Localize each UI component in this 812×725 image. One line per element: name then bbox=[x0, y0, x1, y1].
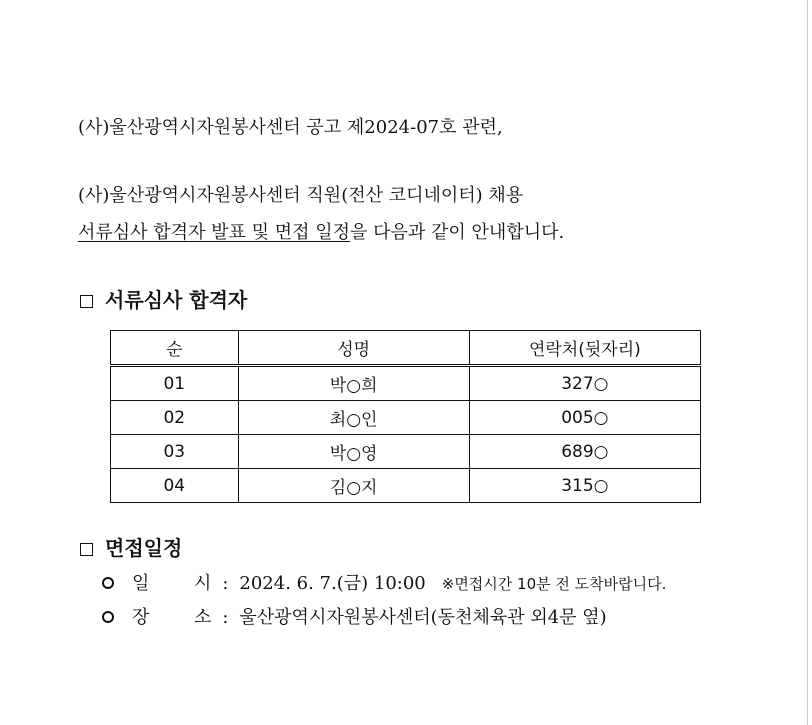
section-passers-title: 서류심사 합격자 bbox=[105, 288, 248, 312]
cell-contact: 327○ bbox=[469, 366, 700, 401]
table-row bbox=[111, 469, 701, 503]
schedule-datetime-value: 2024. 6. 7.(금) 10:00 bbox=[239, 573, 426, 594]
header-name: 성명 bbox=[238, 331, 469, 366]
cell-no: 03 bbox=[111, 435, 239, 469]
table-row bbox=[111, 366, 701, 401]
colon-separator: : bbox=[222, 573, 229, 594]
header-no: 순 bbox=[111, 331, 239, 366]
cell-name: 김○지 bbox=[238, 469, 469, 503]
intro-line-3 bbox=[78, 221, 564, 245]
schedule-item-location bbox=[102, 606, 607, 630]
label-location-a: 장 bbox=[132, 607, 150, 628]
section-interview-heading bbox=[80, 535, 182, 561]
cell-name: 박○희 bbox=[238, 366, 469, 401]
cell-name: 박○영 bbox=[238, 435, 469, 469]
passers-table bbox=[110, 330, 701, 503]
page-edge bbox=[807, 0, 808, 725]
cell-no: 01 bbox=[111, 366, 239, 401]
arrival-note: ※면접시간 10분 전 도착바랍니다. bbox=[441, 575, 667, 593]
cell-contact: 689○ bbox=[469, 435, 700, 469]
schedule-location-value: 울산광역시자원봉사센터(동천체육관 외4문 옆) bbox=[239, 607, 607, 628]
header-contact: 연락처(뒷자리) bbox=[469, 331, 700, 366]
label-datetime-b: 시 bbox=[194, 573, 212, 594]
intro-line-1: (사)울산광역시자원봉사센터 공고 제2024-07호 관련, bbox=[78, 117, 503, 138]
cell-no: 02 bbox=[111, 401, 239, 435]
cell-contact: 315○ bbox=[469, 469, 700, 503]
table-row bbox=[111, 435, 701, 469]
section-passers-heading bbox=[80, 287, 247, 313]
table-row bbox=[111, 401, 701, 435]
circle-bullet-icon bbox=[102, 577, 114, 589]
table-header-row bbox=[111, 331, 701, 366]
section-interview-title: 면접일정 bbox=[105, 536, 183, 560]
circle-bullet-icon bbox=[102, 611, 114, 623]
cell-name: 최○인 bbox=[238, 401, 469, 435]
colon-separator: : bbox=[222, 607, 229, 628]
checkbox-square-icon bbox=[80, 543, 93, 556]
checkbox-square-icon bbox=[80, 295, 93, 308]
intro-line-2: (사)울산광역시자원봉사센터 직원(전산 코디네이터) 채용 bbox=[78, 185, 524, 206]
intro-underlined-text: 서류심사 합격자 발표 및 면접 일정 bbox=[78, 222, 351, 243]
label-location-b: 소 bbox=[194, 607, 212, 628]
label-datetime-a: 일 bbox=[132, 573, 150, 594]
schedule-item-datetime bbox=[102, 572, 666, 596]
cell-no: 04 bbox=[111, 469, 239, 503]
cell-contact: 005○ bbox=[469, 401, 700, 435]
intro-rest-text: 을 다음과 같이 안내합니다. bbox=[350, 222, 565, 243]
